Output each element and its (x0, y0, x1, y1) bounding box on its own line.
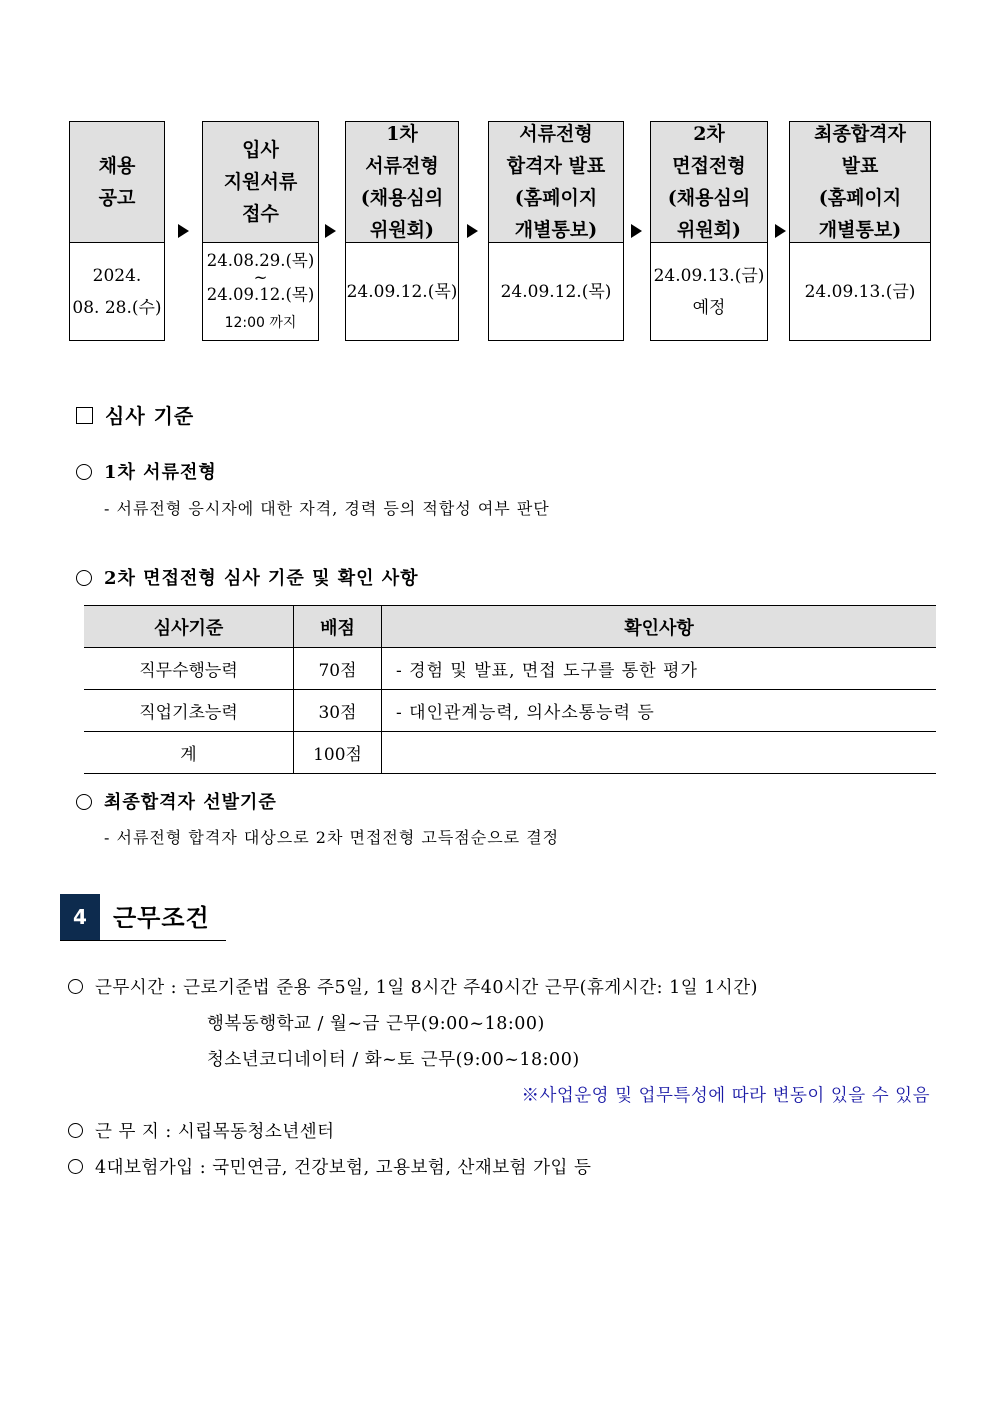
step-application: 입사 지원서류 접수 24.08.29.(목) ~ 24.09.12.(목) 12:00 까지 (202, 121, 319, 341)
first-screening-heading: 1차 서류전형 (76, 458, 217, 484)
work-hours-school: 행복동행학교 / 월~금 근무(9:00~18:00) (207, 1014, 545, 1034)
step-interview: 2차 면접전형 (채용심의 위원회) 24.09.13.(금) 예정 (650, 121, 768, 341)
final-selection-heading: 최종합격자 선발기준 (76, 788, 277, 814)
square-bullet-icon (76, 407, 93, 424)
arrow-icon (325, 224, 336, 238)
step-job-posting: 채용 공고 2024. 08. 28.(수) (69, 121, 165, 341)
arrow-icon (775, 224, 786, 238)
circle-bullet-icon (68, 1123, 83, 1138)
step-document-screening: 1차 서류전형 (채용심의 위원회) 24.09.12.(목) (345, 121, 459, 341)
table-header-row (84, 606, 936, 648)
circle-bullet-icon (76, 794, 92, 810)
arrow-icon (631, 224, 642, 238)
criteria-heading: 심사 기준 (76, 400, 194, 429)
work-place-line: 근 무 지 : 시립목동청소년센터 (68, 1118, 335, 1143)
table-header: 배점 (294, 606, 382, 648)
section-number-badge: 4 (60, 894, 100, 940)
circle-bullet-icon (76, 464, 92, 480)
work-hours-note: ※사업운영 및 업무특성에 따라 변동이 있을 수 있음 (521, 1086, 930, 1106)
final-selection-desc: - 서류전형 합격자 대상으로 2차 면접전형 고득점순으로 결정 (104, 828, 560, 847)
insurance-line: 4대보험가입 : 국민연금, 건강보험, 고용보험, 산재보험 가입 등 (68, 1154, 591, 1179)
work-conditions-title: 근무조건 (113, 904, 210, 932)
circle-bullet-icon (68, 1159, 83, 1174)
circle-bullet-icon (68, 979, 83, 994)
arrow-icon (467, 224, 478, 238)
work-hours-coordinator: 청소년코디네이터 / 화~토 근무(9:00~18:00) (207, 1050, 580, 1070)
table-row: 직업기초능력 30점 - 대인관계능력, 의사소통능력 등 (84, 690, 936, 732)
score-table (84, 605, 936, 774)
title-underline (60, 940, 226, 941)
second-screening-heading: 2차 면접전형 심사 기준 및 확인 사항 (76, 564, 419, 590)
circle-bullet-icon (76, 570, 92, 586)
step-final-result: 최종합격자 발표 (홈페이지 개별통보) 24.09.13.(금) (789, 121, 931, 341)
work-hours-line: 근무시간 : 근로기준법 준용 주5일, 1일 8시간 주40시간 근무(휴게시간: 1일 1시간) (68, 974, 758, 999)
step-document-result: 서류전형 합격자 발표 (홈페이지 개별통보) 24.09.12.(목) (488, 121, 624, 341)
table-row: 직무수행능력 70점 - 경험 및 발표, 면접 도구를 통한 평가 (84, 648, 936, 690)
table-header: 심사기준 (84, 606, 294, 648)
arrow-icon (178, 224, 189, 238)
first-screening-desc: - 서류전형 응시자에 대한 자격, 경력 등의 적합성 여부 판단 (104, 499, 550, 518)
table-row: 계 100점 (84, 732, 936, 774)
table-header: 확인사항 (382, 606, 937, 648)
